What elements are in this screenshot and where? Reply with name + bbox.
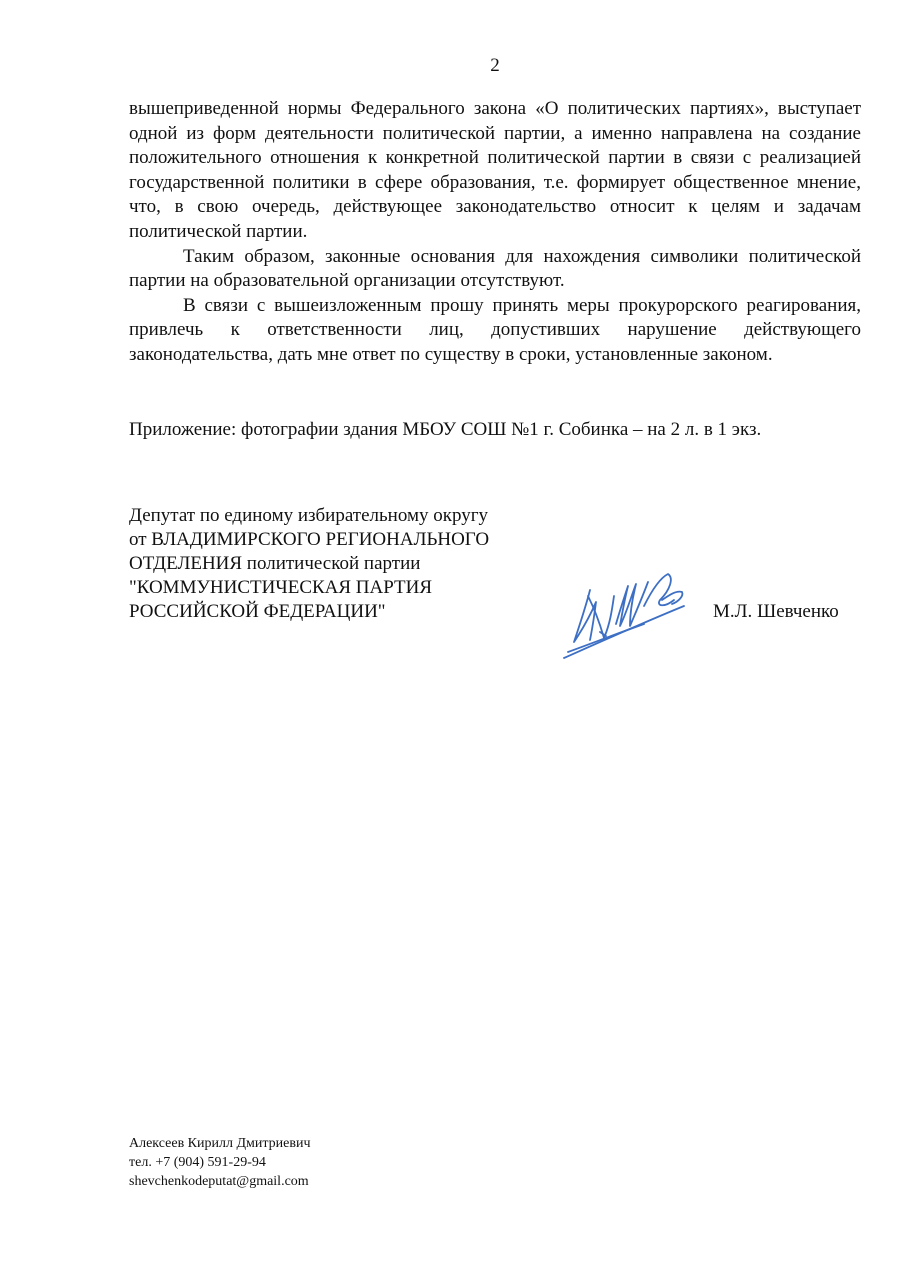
position-line-4: "КОММУНИСТИЧЕСКАЯ ПАРТИЯ (129, 577, 433, 598)
contact-name: Алексеев Кирилл Дмитриевич (129, 1136, 311, 1151)
paragraph-2: Таким образом, законные основания для нахождения символики политической партии на образовательной организации отсутствуют. (129, 245, 861, 292)
handwritten-signature (560, 566, 694, 662)
contact-phone: тел. +7 (904) 591-29-94 (129, 1155, 266, 1170)
page-number: 2 (490, 55, 500, 76)
signature-block (129, 504, 569, 624)
position-line-2: от ВЛАДИМИРСКОГО РЕГИОНАЛЬНОГО (129, 529, 490, 550)
paragraph-1: вышеприведенной нормы Федерального закона «О политических партиях», выступает одной из форм деятельности политической партии, а именно направлена на создание положительного отношения к конкретной политической партии в связи с реализацией государственной политики в сфере образования, т.е. формирует общественное мнение, что, в свою очередь, действующее законодательство относит к целям и задачам политической партии. (129, 98, 861, 242)
letter-body (129, 97, 861, 368)
signer-name: М.Л. Шевченко (713, 601, 839, 622)
paragraph-3: В связи с вышеизложенным прошу принять меры прокурорского реагирования, привлечь к ответственности лиц, допустивших нарушение действующего законодательства, дать мне ответ по существу в сроки, установленные законом. (129, 294, 861, 365)
attachment-line: Приложение: фотографии здания МБОУ СОШ №1 г. Собинка – на 2 л. в 1 экз. (129, 419, 762, 440)
contact-info (129, 1134, 311, 1191)
contact-email: shevchenkodeputat@gmail.com (129, 1174, 309, 1189)
position-line-5: РОССИЙСКОЙ ФЕДЕРАЦИИ" (129, 601, 386, 622)
position-line-3: ОТДЕЛЕНИЯ политической партии (129, 553, 421, 574)
position-line-1: Депутат по единому избирательному округу (129, 505, 489, 526)
